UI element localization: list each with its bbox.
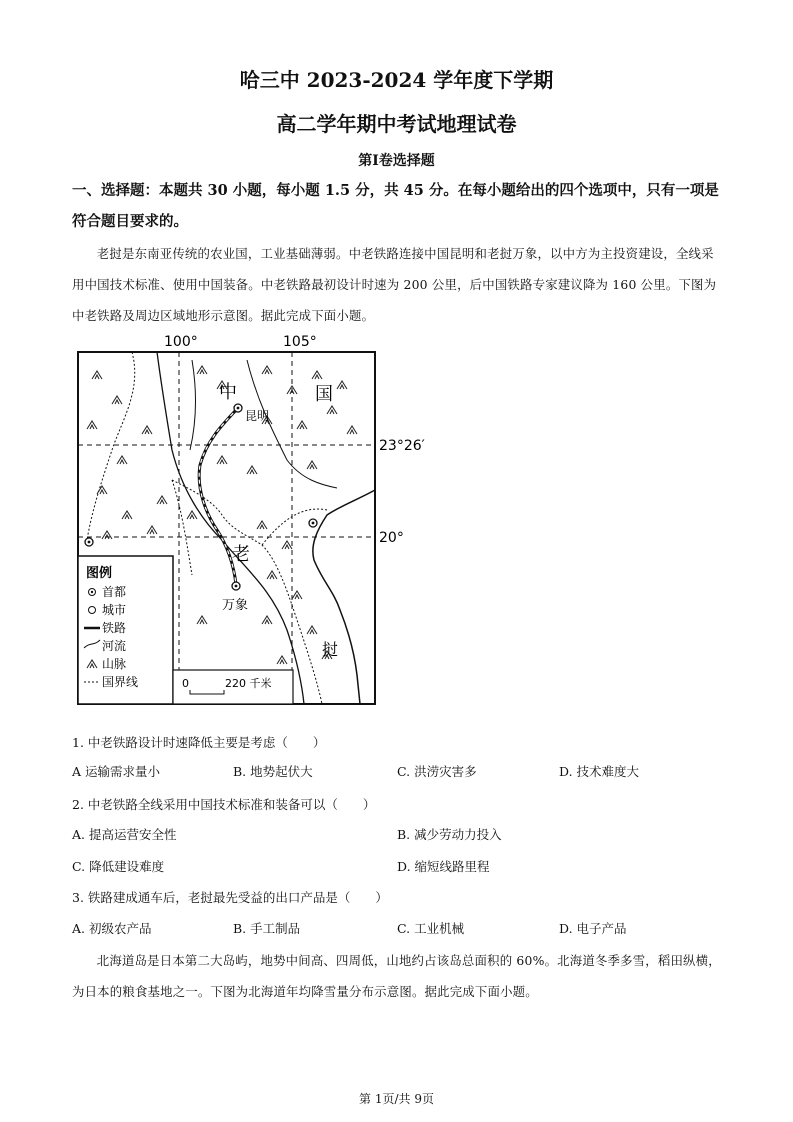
map-label-kunming: 昆明 <box>245 409 270 423</box>
section-heading: 一、选择题：本题共 30 小题，每小题 1.5 分，共 45 分。在每小题给出的四个选项中，只有一项是符合题目要求的。 <box>72 182 719 230</box>
q1-option-b: B. 地势起伏大 <box>233 764 313 779</box>
map-lat-tropic: 23°26′ <box>379 438 425 454</box>
map-lon-100: 100° <box>164 334 198 350</box>
map-lat-20: 20° <box>379 530 404 546</box>
map-label-guo: 国 <box>315 384 333 405</box>
legend-title: 图例 <box>86 566 113 581</box>
map-label-wanxiang: 万象 <box>222 598 249 613</box>
map-lon-105: 105° <box>283 334 317 350</box>
q2-option-a: A. 提高运营安全性 <box>72 827 177 842</box>
map-label-lao: 老 <box>232 544 250 565</box>
question-1-stem: 1. 中老铁路设计时速降低主要是考虑（ ） <box>72 735 326 750</box>
legend-border: 国界线 <box>102 675 139 689</box>
legend-capital: 首都 <box>102 585 127 599</box>
exam-subtitle: 高二学年期中考试地理试卷 <box>276 112 517 136</box>
legend-river: 河流 <box>102 639 127 653</box>
q2-option-d: D. 缩短线路里程 <box>397 859 490 874</box>
q1-option-a: A 运输需求量小 <box>72 764 161 779</box>
part-heading: 第Ⅰ卷选择题 <box>358 153 435 169</box>
q1-option-d: D. 技术难度大 <box>559 764 640 779</box>
legend-mountain: 山脉 <box>102 657 127 671</box>
q3-option-d: D. 电子产品 <box>559 921 627 936</box>
exam-title: 哈三中 2023-2024 学年度下学期 <box>239 68 554 92</box>
scale-zero: 0 <box>182 677 189 690</box>
q3-option-c: C. 工业机械 <box>397 921 465 936</box>
legend-railway: 铁路 <box>102 621 127 635</box>
page-number: 第 1页/共 9页 <box>359 1092 434 1106</box>
map-label-wo: 挝 <box>322 640 339 659</box>
scale-label: 220 千米 <box>225 677 272 690</box>
legend-city: 城市 <box>102 603 127 617</box>
q2-option-c: C. 降低建设难度 <box>72 859 165 874</box>
passage-hokkaido: 北海道岛是日本第二大岛屿，地势中间高、四周低，山地约占该岛总面积的 60%。北海道冬季多雪，稻田纵横，为日本的粮食基地之一。下图为北海道年均降雪量分布示意图。据此完成下面小题。 <box>72 953 721 999</box>
q1-option-c: C. 洪涝灾害多 <box>397 764 477 779</box>
q2-option-b: B. 减少劳动力投入 <box>397 827 502 842</box>
passage-laos: 老挝是东南亚传统的农业国，工业基础薄弱。中老铁路连接中国昆明和老挝万象，以中方为主投资建设，全线采用中国技术标准、使用中国装备。中老铁路最初设计时速为 200 公里，后中国铁路专家建议降为 160 公里。下图为中老铁路及周边区域地形示意图。据此完成下面小题。 <box>72 246 717 323</box>
question-3-stem: 3. 铁路建成通车后，老挝最先受益的出口产品是（ ） <box>72 890 388 905</box>
railway-map <box>72 330 432 710</box>
q3-option-b: B. 手工制品 <box>233 921 301 936</box>
q3-option-a: A. 初级农产品 <box>72 921 152 936</box>
question-2-stem: 2. 中老铁路全线采用中国技术标准和装备可以（ ） <box>72 797 376 812</box>
map-label-zhong: 中 <box>219 382 237 403</box>
